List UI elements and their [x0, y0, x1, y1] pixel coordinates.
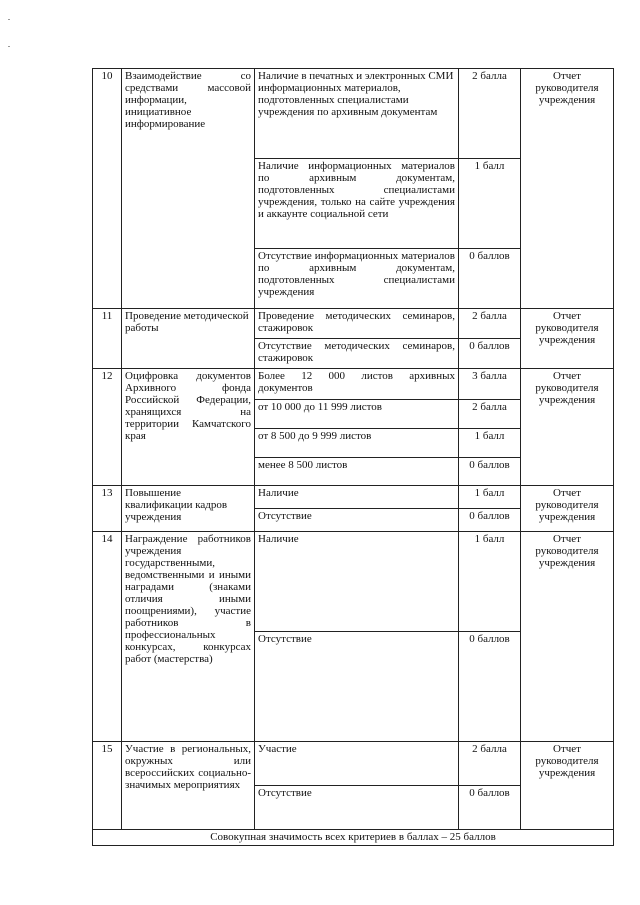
source-cell: Отчет руководителя учреждения: [521, 486, 614, 532]
criterion-cell: Оцифровка документов Архивного фонда Российской Федерации, хранящихся на территории Камчатского края: [122, 369, 255, 486]
indicator-cell: Отсутствие методических семинаров, стажировок: [255, 339, 459, 369]
table-row: [93, 532, 614, 632]
source-cell: Отчет руководителя учреждения: [521, 69, 614, 309]
points-cell: 1 балл: [459, 159, 521, 249]
row-number: 12: [93, 369, 122, 486]
row-number: 15: [93, 742, 122, 830]
indicator-cell: Наличие в печатных и электронных СМИ информационных материалов, подготовленных специалистами учреждения по архивным документам: [255, 69, 459, 159]
indicator-cell: Наличие информационных материалов по архивным документам, подготовленных специалистами учреждения, только на сайте учреждения и аккаунте социальной сети: [255, 159, 459, 249]
points-cell: 2 балла: [459, 309, 521, 339]
indicator-cell: Проведение методических семинаров, стажировок: [255, 309, 459, 339]
indicator-cell: от 8 500 до 9 999 листов: [255, 429, 459, 458]
scan-mark: [8, 46, 10, 47]
indicator-cell: Наличие: [255, 532, 459, 632]
criterion-cell: Повышение квалификации кадров учреждения: [122, 486, 255, 532]
points-cell: 0 баллов: [459, 632, 521, 742]
indicator-cell: от 10 000 до 11 999 листов: [255, 400, 459, 429]
points-cell: 1 балл: [459, 429, 521, 458]
criteria-table: [92, 68, 614, 846]
points-cell: 1 балл: [459, 532, 521, 632]
points-cell: 2 балла: [459, 742, 521, 786]
table-row: [93, 309, 614, 339]
indicator-cell: Отсутствие информационных материалов по архивным документам, подготовленных специалистами учреждения: [255, 249, 459, 309]
row-number: 13: [93, 486, 122, 532]
criterion-cell: Участие в региональных, окружных или всероссийских социально-значимых мероприятиях: [122, 742, 255, 830]
points-cell: 0 баллов: [459, 458, 521, 486]
points-cell: 1 балл: [459, 486, 521, 509]
row-number: 14: [93, 532, 122, 742]
total-text: Совокупная значимость всех критериев в баллах – 25 баллов: [93, 830, 614, 846]
source-cell: Отчет руководителя учреждения: [521, 369, 614, 486]
points-cell: 0 баллов: [459, 249, 521, 309]
indicator-cell: Отсутствие: [255, 632, 459, 742]
table-row: [93, 369, 614, 400]
row-number: 11: [93, 309, 122, 369]
table-row: [93, 742, 614, 786]
points-cell: 0 баллов: [459, 786, 521, 830]
indicator-cell: Более 12 000 листов архивных документов: [255, 369, 459, 400]
scan-mark: [8, 19, 10, 20]
indicator-cell: Отсутствие: [255, 509, 459, 532]
source-cell: Отчет руководителя учреждения: [521, 309, 614, 369]
points-cell: 2 балла: [459, 69, 521, 159]
criterion-cell: Взаимодействие со средствами массовой информации, инициативное информирование: [122, 69, 255, 309]
points-cell: 0 баллов: [459, 339, 521, 369]
criterion-cell: Награждение работников учреждения государственными, ведомственными и иными наградами (знаками отличия иными поощрениями), участие работников в профессиональных конкурсах, конкурсах работ (мастерства): [122, 532, 255, 742]
source-cell: Отчет руководителя учреждения: [521, 742, 614, 830]
points-cell: 3 балла: [459, 369, 521, 400]
indicator-cell: Отсутствие: [255, 786, 459, 830]
points-cell: 0 баллов: [459, 509, 521, 532]
indicator-cell: Наличие: [255, 486, 459, 509]
table-row: [93, 69, 614, 159]
criterion-cell: Проведение методической работы: [122, 309, 255, 369]
source-cell: Отчет руководителя учреждения: [521, 532, 614, 742]
total-row: [93, 830, 614, 846]
indicator-cell: менее 8 500 листов: [255, 458, 459, 486]
row-number: 10: [93, 69, 122, 309]
indicator-cell: Участие: [255, 742, 459, 786]
points-cell: 2 балла: [459, 400, 521, 429]
table-row: [93, 486, 614, 509]
